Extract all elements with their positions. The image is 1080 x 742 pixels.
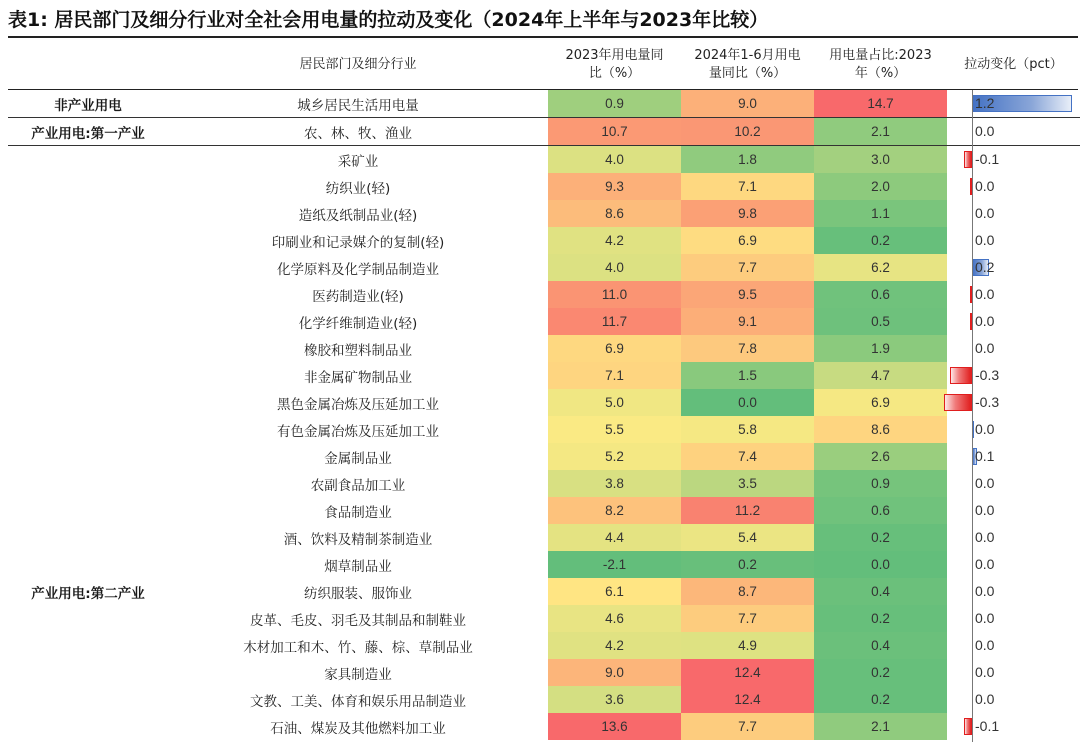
value-cell-c2: 7.7 [681, 713, 814, 740]
value-cell-c1: 5.0 [548, 389, 681, 416]
value-cell-c2: 12.4 [681, 686, 814, 713]
category-cell [8, 200, 168, 227]
table-row [8, 686, 1080, 713]
category-cell [8, 524, 168, 551]
industry-cell: 食品制造业 [324, 504, 392, 521]
value-cell-c1: 4.4 [548, 524, 681, 551]
table-row [8, 90, 1080, 118]
change-cell [947, 686, 1080, 713]
change-value: 0.0 [975, 637, 995, 653]
category-cell [8, 308, 168, 335]
table-row [8, 308, 1080, 335]
table-row [8, 605, 1080, 632]
table-row [8, 632, 1080, 659]
category-cell [8, 416, 168, 443]
value-cell-c3: 1.1 [814, 200, 947, 227]
value-cell-c2: 12.4 [681, 659, 814, 686]
change-cell [947, 470, 1080, 497]
change-cell [947, 335, 1080, 362]
change-value: 0.0 [975, 610, 995, 626]
category-cell [8, 227, 168, 254]
industry-cell: 采矿业 [337, 153, 379, 170]
change-value: -0.1 [975, 718, 1000, 734]
value-cell-c2: 7.7 [681, 605, 814, 632]
change-cell [947, 551, 1080, 578]
value-cell-c3: 0.4 [814, 632, 947, 659]
table-row [8, 470, 1080, 497]
change-value: 0.0 [975, 664, 995, 680]
change-cell [947, 118, 1080, 146]
value-cell-c3: 6.9 [814, 389, 947, 416]
value-cell-c3: 3.0 [814, 146, 947, 174]
table-row [8, 254, 1080, 281]
category-cell [8, 389, 168, 416]
value-cell-c1: 10.7 [548, 118, 681, 146]
value-cell-c3: 6.2 [814, 254, 947, 281]
table-row [8, 281, 1080, 308]
category-cell [8, 362, 168, 389]
value-cell-c1: 5.2 [548, 443, 681, 470]
header-col4 [947, 40, 1080, 90]
change-cell [947, 200, 1080, 227]
category-cell [8, 281, 168, 308]
change-value: 0.0 [975, 475, 995, 491]
change-cell [947, 146, 1080, 174]
category-cell [8, 443, 168, 470]
change-cell [947, 281, 1080, 308]
value-cell-c1: 11.7 [548, 308, 681, 335]
change-cell [947, 90, 1080, 118]
category-cell [8, 173, 168, 200]
table-row [8, 362, 1080, 389]
change-value: 0.0 [975, 286, 995, 302]
category-cell [8, 713, 168, 740]
category-cell [8, 254, 168, 281]
table-row [8, 173, 1080, 200]
category-cell [8, 686, 168, 713]
category-cell [8, 335, 168, 362]
change-cell [947, 443, 1080, 470]
industry-cell: 纺织服装、服饰业 [304, 585, 412, 602]
value-cell-c1: 6.9 [548, 335, 681, 362]
value-cell-c2: 7.4 [681, 443, 814, 470]
change-value: 0.0 [975, 502, 995, 518]
category-cell [8, 497, 168, 524]
value-cell-c1: 11.0 [548, 281, 681, 308]
change-cell [947, 713, 1080, 740]
value-cell-c3: 2.0 [814, 173, 947, 200]
table-row [8, 227, 1080, 254]
change-value: 0.0 [975, 232, 995, 248]
value-cell-c1: 8.2 [548, 497, 681, 524]
industry-cell: 化学原料及化学制品制造业 [277, 261, 439, 278]
value-cell-c3: 4.7 [814, 362, 947, 389]
table-row [8, 524, 1080, 551]
title-rule [8, 36, 1078, 38]
negative-bar [944, 394, 972, 411]
header-col3-line2: 年（%） [854, 66, 907, 81]
industry-cell: 文教、工美、体育和娱乐用品制造业 [250, 693, 466, 710]
industry-cell: 石油、煤炭及其他燃料加工业 [270, 720, 446, 737]
table-row [8, 443, 1080, 470]
change-cell [947, 173, 1080, 200]
change-value: 0.0 [975, 205, 995, 221]
industry-cell: 家具制造业 [324, 666, 392, 683]
industry-cell: 纺织业(轻) [325, 180, 391, 197]
value-cell-c3: 0.9 [814, 470, 947, 497]
industry-cell: 木材加工和木、竹、藤、棕、草制品业 [243, 639, 473, 656]
table-row [8, 416, 1080, 443]
value-cell-c3: 0.2 [814, 605, 947, 632]
change-value: 0.1 [975, 448, 995, 464]
value-cell-c3: 14.7 [814, 90, 947, 118]
change-cell [947, 254, 1080, 281]
value-cell-c2: 0.0 [681, 389, 814, 416]
value-cell-c1: 4.0 [548, 146, 681, 174]
value-cell-c2: 7.1 [681, 173, 814, 200]
category-cell: 非产业用电 [8, 90, 168, 118]
industry-cell: 城乡居民生活用电量 [168, 90, 548, 118]
category-cell [8, 470, 168, 497]
value-cell-c3: 8.6 [814, 416, 947, 443]
change-value: 0.0 [975, 529, 995, 545]
industry-cell: 农、林、牧、渔业 [168, 118, 548, 146]
header-col1-line2: 比（%） [588, 66, 641, 81]
industry-cell: 化学纤维制造业(轻) [298, 315, 418, 332]
value-cell-c3: 0.2 [814, 686, 947, 713]
value-cell-c3: 0.5 [814, 308, 947, 335]
change-value: 0.0 [975, 421, 995, 437]
industry-cell: 医药制造业(轻) [312, 288, 404, 305]
value-cell-c1: 9.3 [548, 173, 681, 200]
header-col3-line1: 用电量占比:2023 [829, 48, 932, 63]
category-cell [8, 605, 168, 632]
header-col2-line2: 量同比（%） [708, 66, 787, 81]
change-value: 0.0 [975, 691, 995, 707]
table-row [8, 713, 1080, 740]
table-row [8, 146, 1080, 174]
change-value: 0.0 [975, 583, 995, 599]
category-cell: 产业用电:第一产业 [8, 118, 168, 146]
industry-cell: 有色金属冶炼及压延加工业 [277, 423, 439, 440]
negative-bar [964, 718, 972, 735]
value-cell-c2: 5.4 [681, 524, 814, 551]
industry-cell: 皮革、毛皮、羽毛及其制品和制鞋业 [250, 612, 466, 629]
value-cell-c2: 0.2 [681, 551, 814, 578]
change-value: 0.0 [975, 313, 995, 329]
data-table [8, 90, 1080, 740]
table-row [8, 335, 1080, 362]
value-cell-c1: 4.0 [548, 254, 681, 281]
table-row [8, 551, 1080, 578]
value-cell-c2: 9.0 [681, 90, 814, 118]
category-cell [8, 632, 168, 659]
value-cell-c2: 9.1 [681, 308, 814, 335]
value-cell-c2: 5.8 [681, 416, 814, 443]
value-cell-c2: 8.7 [681, 578, 814, 605]
value-cell-c3: 2.6 [814, 443, 947, 470]
value-cell-c3: 0.0 [814, 551, 947, 578]
industry-cell: 黑色金属冶炼及压延加工业 [277, 396, 439, 413]
industry-cell: 造纸及纸制品业(轻) [298, 207, 418, 224]
table-row [8, 578, 1080, 605]
value-cell-c1: 5.5 [548, 416, 681, 443]
value-cell-c2: 3.5 [681, 470, 814, 497]
value-cell-c1: 4.6 [548, 605, 681, 632]
industry-cell: 烟草制品业 [324, 558, 392, 575]
table-row [8, 200, 1080, 227]
value-cell-c3: 0.2 [814, 659, 947, 686]
category-cell: 产业用电:第二产业 [31, 585, 145, 602]
value-cell-c1: 7.1 [548, 362, 681, 389]
value-cell-c1: 3.8 [548, 470, 681, 497]
value-cell-c1: 8.6 [548, 200, 681, 227]
change-cell [947, 362, 1080, 389]
value-cell-c3: 0.6 [814, 497, 947, 524]
value-cell-c1: 13.6 [548, 713, 681, 740]
value-cell-c3: 0.6 [814, 281, 947, 308]
value-cell-c3: 1.9 [814, 335, 947, 362]
negative-bar [964, 151, 972, 168]
change-value: 0.0 [975, 123, 995, 139]
value-cell-c2: 1.8 [681, 146, 814, 174]
value-cell-c1: 4.2 [548, 632, 681, 659]
value-cell-c3: 0.2 [814, 524, 947, 551]
change-cell [947, 497, 1080, 524]
change-cell [947, 227, 1080, 254]
table-row [8, 389, 1080, 416]
industry-cell: 橡胶和塑料制品业 [304, 342, 412, 359]
change-axis [972, 90, 973, 742]
value-cell-c2: 9.5 [681, 281, 814, 308]
header-col4-label: 拉动变化（pct） [964, 57, 1063, 72]
value-cell-c3: 2.1 [814, 118, 947, 146]
change-cell [947, 389, 1080, 416]
header-col3 [814, 40, 947, 90]
category-cell [8, 146, 168, 174]
category-cell [8, 551, 168, 578]
value-cell-c2: 1.5 [681, 362, 814, 389]
header-col1-line1: 2023年用电量同 [565, 48, 664, 63]
change-value: -0.3 [975, 394, 1000, 410]
header-industry [168, 40, 548, 90]
change-value: -0.1 [975, 151, 1000, 167]
table-row [8, 659, 1080, 686]
industry-cell: 农副食品加工业 [310, 477, 406, 494]
header-industry-label: 居民部门及细分行业 [299, 57, 417, 72]
industry-cell: 酒、饮料及精制茶制造业 [283, 531, 433, 548]
change-cell [947, 659, 1080, 686]
value-cell-c1: 4.2 [548, 227, 681, 254]
change-cell [947, 605, 1080, 632]
value-cell-c1: 0.9 [548, 90, 681, 118]
value-cell-c1: -2.1 [548, 551, 681, 578]
value-cell-c2: 10.2 [681, 118, 814, 146]
value-cell-c2: 6.9 [681, 227, 814, 254]
value-cell-c2: 11.2 [681, 497, 814, 524]
header-col2-line1: 2024年1-6月用电 [694, 48, 801, 63]
value-cell-c2: 9.8 [681, 200, 814, 227]
industry-cell: 印刷业和记录媒介的复制(轻) [271, 234, 445, 251]
table-row [8, 118, 1080, 146]
value-cell-c2: 4.9 [681, 632, 814, 659]
change-cell [947, 578, 1080, 605]
change-cell [947, 416, 1080, 443]
value-cell-c1: 3.6 [548, 686, 681, 713]
negative-bar [950, 367, 973, 384]
table-title: 表1: 居民部门及细分行业对全社会用电量的拉动及变化（2024年上半年与2023年比较） [8, 9, 769, 31]
change-value: -0.3 [975, 367, 1000, 383]
value-cell-c3: 0.2 [814, 227, 947, 254]
header-col1 [548, 40, 681, 90]
change-cell [947, 308, 1080, 335]
value-cell-c2: 7.7 [681, 254, 814, 281]
change-cell [947, 632, 1080, 659]
category-cell [8, 659, 168, 686]
industry-cell: 金属制品业 [324, 450, 392, 467]
table-row [8, 497, 1080, 524]
industry-cell: 非金属矿物制品业 [304, 369, 412, 386]
header-col2 [681, 40, 814, 90]
value-cell-c1: 9.0 [548, 659, 681, 686]
value-cell-c2: 7.8 [681, 335, 814, 362]
change-value: 1.2 [975, 95, 995, 111]
change-value: 0.0 [975, 340, 995, 356]
value-cell-c3: 0.4 [814, 578, 947, 605]
change-value: 0.2 [975, 259, 995, 275]
change-value: 0.0 [975, 178, 995, 194]
change-cell [947, 524, 1080, 551]
value-cell-c1: 6.1 [548, 578, 681, 605]
value-cell-c3: 2.1 [814, 713, 947, 740]
change-value: 0.0 [975, 556, 995, 572]
